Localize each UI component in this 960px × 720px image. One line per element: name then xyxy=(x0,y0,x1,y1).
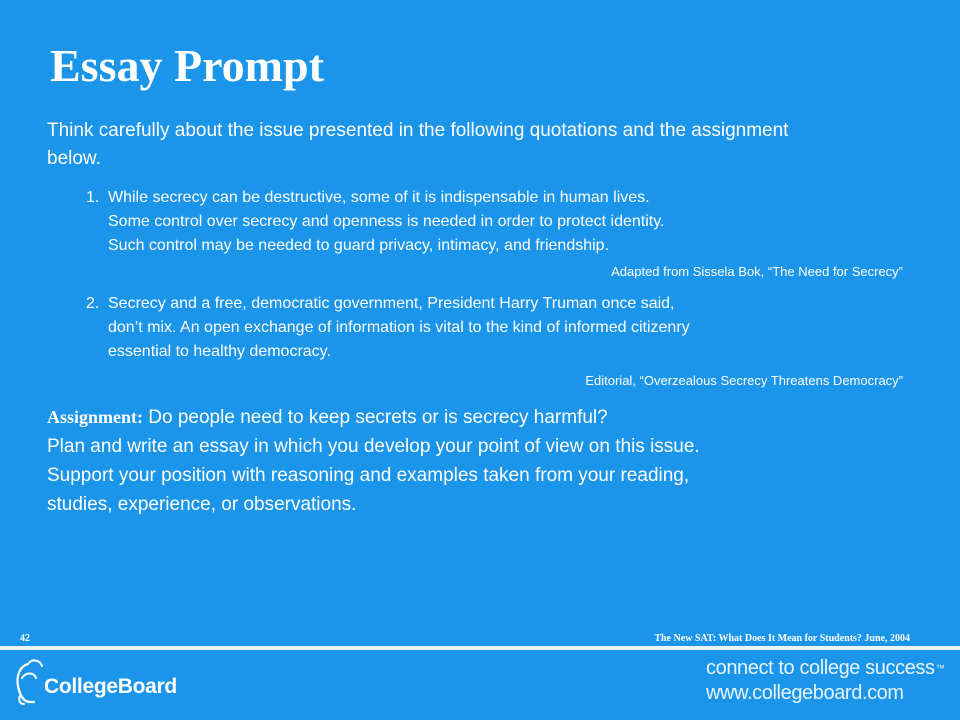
quote-line: don’t mix. An open exchange of information is vital to the kind of informed citizenry xyxy=(108,319,690,336)
assignment-label: Assignment: xyxy=(47,407,144,427)
website-url: www.collegeboard.com xyxy=(706,682,904,704)
quote-number: 1. xyxy=(86,189,100,206)
intro-text: Think carefully about the issue presented in the following quotations and the assignment below. xyxy=(47,120,789,169)
assignment-block xyxy=(47,403,907,519)
page-title: Essay Prompt xyxy=(50,40,324,91)
assignment-line: studies, experience, or observations. xyxy=(47,494,357,515)
quote-line: Some control over secrecy and openness is needed in order to protect identity. xyxy=(108,213,665,230)
quote-1-source: Adapted from Sissela Bok, “The Need for Secrecy” xyxy=(611,264,903,279)
quote-2 xyxy=(86,292,906,364)
trademark-symbol: ™ xyxy=(935,663,945,673)
quote-line: While secrecy can be destructive, some of it is indispensable in human lives. xyxy=(108,189,650,206)
quote-number: 2. xyxy=(86,295,100,312)
footer-caption: The New SAT: What Does It Mean for Students? June, 2004 xyxy=(654,633,910,644)
quote-line: Such control may be needed to guard privacy, intimacy, and friendship. xyxy=(108,237,610,254)
assignment-line: Plan and write an essay in which you develop your point of view on this issue. xyxy=(47,436,700,457)
quote-2-source: Editorial, “Overzealous Secrecy Threatens Democracy” xyxy=(585,373,903,388)
assignment-line: Support your position with reasoning and examples taken from your reading, xyxy=(47,465,690,486)
quote-1 xyxy=(86,186,906,258)
quote-line: Secrecy and a free, democratic government, President Harry Truman once said, xyxy=(108,295,675,312)
page-number: 42 xyxy=(20,633,30,644)
quote-line: essential to healthy democracy. xyxy=(108,343,331,360)
tagline: connect to college success™ xyxy=(706,657,945,679)
logo-text: CollegeBoard xyxy=(44,675,177,698)
assignment-question: Do people need to keep secrets or is secrecy harmful? xyxy=(143,407,608,428)
footer-divider xyxy=(0,646,960,650)
collegeboard-logo xyxy=(14,656,214,710)
